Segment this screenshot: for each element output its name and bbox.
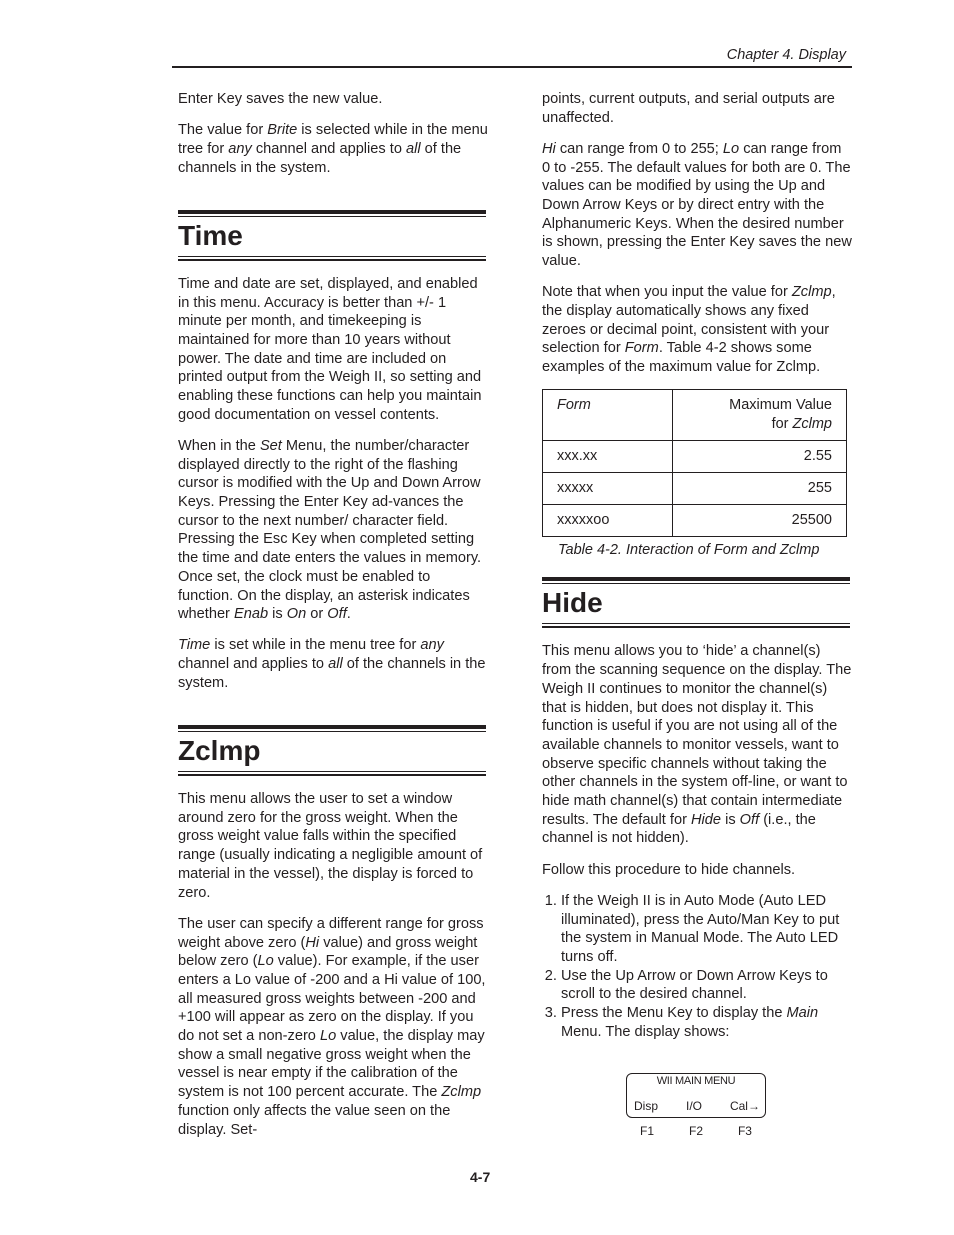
list-item: 3. Press the Menu Key to display the Main Menu. The display shows: xyxy=(561,1004,852,1041)
table-cell-max: 25500 xyxy=(673,504,847,536)
paragraph: Enter Key saves the new value. xyxy=(178,91,383,107)
paragraph: points, current outputs, and serial outputs are unaffected. xyxy=(542,91,835,126)
list-item: 2. Use the Up Arrow or Down Arrow Keys to scroll to the desired channel. xyxy=(561,967,852,1004)
zclmp-section-heading xyxy=(178,725,488,776)
f3-label: F3 xyxy=(737,1124,752,1138)
procedure-list xyxy=(542,892,852,1042)
form-table xyxy=(542,389,847,536)
header-rule xyxy=(172,66,852,68)
paragraph: When in the Set Menu, the number/character displayed directly to the right of the flashing cursor is modified with the Up and Down Arrow Keys. Pressing the Enter Key ad-vances the cursor to the next number/ character field. Pressing the Esc Key when completed setting the time and date enters the values in memory. Once set, the clock must be enabled to function. On the display, an asterisk indicates whether Enab is On or Off. xyxy=(178,437,482,623)
f1-label: F1 xyxy=(640,1124,655,1138)
paragraph: This menu allows the user to set a window around zero for the gross weight. When the gross weight value falls within the specified range (usually indicating a negligible amount of material in the vessel), the display is forced to zero. xyxy=(178,791,483,901)
paragraph: Time and date are set, displayed, and enabled in this menu. Accuracy is better than +/- 1 minute per month, and timekeeping is maintained for more than 10 years without power. The date and time are included on printed output from the Weigh II, so setting and enabling these functions can help you maintain good documentation on vessel contents. xyxy=(178,275,482,423)
paragraph: Time is set while in the menu tree for any channel and applies to all of the channels in the system. xyxy=(178,637,486,691)
section-title: Zclmp xyxy=(178,735,261,767)
paragraph: The value for Brite is selected while in the menu tree for any channel and applies to all of the channels in the system. xyxy=(178,122,488,176)
table-row xyxy=(543,440,847,472)
lcd-display-illustration xyxy=(626,1073,766,1118)
right-column xyxy=(542,90,852,1042)
table-row xyxy=(543,472,847,504)
table-row xyxy=(543,504,847,536)
display-menu-items xyxy=(634,1099,760,1113)
table-cell-max: 2.55 xyxy=(673,440,847,472)
table-cell-max: 255 xyxy=(673,472,847,504)
display-title: WII MAIN MENU xyxy=(656,1075,736,1087)
table-header-form: Form xyxy=(543,390,673,440)
left-column xyxy=(178,90,488,1152)
table-caption: Table 4-2. Interaction of Form and Zclmp xyxy=(558,541,820,558)
time-section-heading xyxy=(178,210,488,261)
paragraph: The user can specify a different range for gross weight above zero (Hi value) and gross weight below zero (Lo value). For example, if the user enters a Lo value of -200 and a Hi value of 100, all measured gross weights between -200 and +100 will appear as zero on the display. If you do not set a non-zero Lo value, the display may show a small negative gross weight when the vessel is near empty if the calibration of the system is not 100 percent accurate. The Zclmp function only affects the value seen on the display. Set- xyxy=(178,915,486,1138)
function-key-labels xyxy=(640,1124,752,1138)
table-cell-form: xxx.xx xyxy=(543,440,673,472)
table-cell-form: xxxxx xyxy=(543,472,673,504)
paragraph: Note that when you input the value for Zclmp, the display automatically shows any fixed zeroes or decimal point, consistent with your selection for Form. Table 4-2 shows some examples of the maximum value for Zclmp. xyxy=(542,284,836,376)
section-title: Hide xyxy=(542,587,603,619)
paragraph: Follow this procedure to hide channels. xyxy=(542,861,796,878)
f2-label: F2 xyxy=(688,1124,703,1138)
display-item-cal: Cal→ xyxy=(729,1099,760,1113)
display-item-disp: Disp xyxy=(634,1099,659,1113)
chapter-header: Chapter 4. Display xyxy=(726,47,846,63)
table-header-max: Maximum Value for Zclmp xyxy=(673,390,847,440)
hide-section-heading xyxy=(542,577,852,628)
section-title: Time xyxy=(178,219,243,251)
list-item: 1. If the Weigh II is in Auto Mode (Auto LED illuminated), press the Auto/Man Key to put the system in Manual Mode. The Auto LED turns off. xyxy=(561,892,852,967)
table-cell-form: xxxxxoo xyxy=(543,504,673,536)
paragraph: Hi can range from 0 to 255; Lo can range from 0 to -255. The default values for both are 0. The values can be modified by using the Up and Down Arrow Keys or by direct entry with the Alphanumeric Keys. When the desired number is shown, pressing the Enter Key saves the new value. xyxy=(542,140,852,270)
page-number: 4-7 xyxy=(470,1169,491,1185)
paragraph: This menu allows you to ‘hide’ a channel(s) from the scanning sequence on the display. The Weigh II continues to monitor the channel(s) that is hidden, but does not display it. This function is useful if you are not using all of the available channels to monitor vessels, want to observe specific channels without taking the other channels in the system off-line, or want to hide math channel(s) that contain intermediate results. The default for Hide is Off (i.e., the channel is not hidden). xyxy=(542,643,852,847)
display-item-io: I/O xyxy=(685,1099,702,1113)
table-header-row xyxy=(543,390,847,440)
